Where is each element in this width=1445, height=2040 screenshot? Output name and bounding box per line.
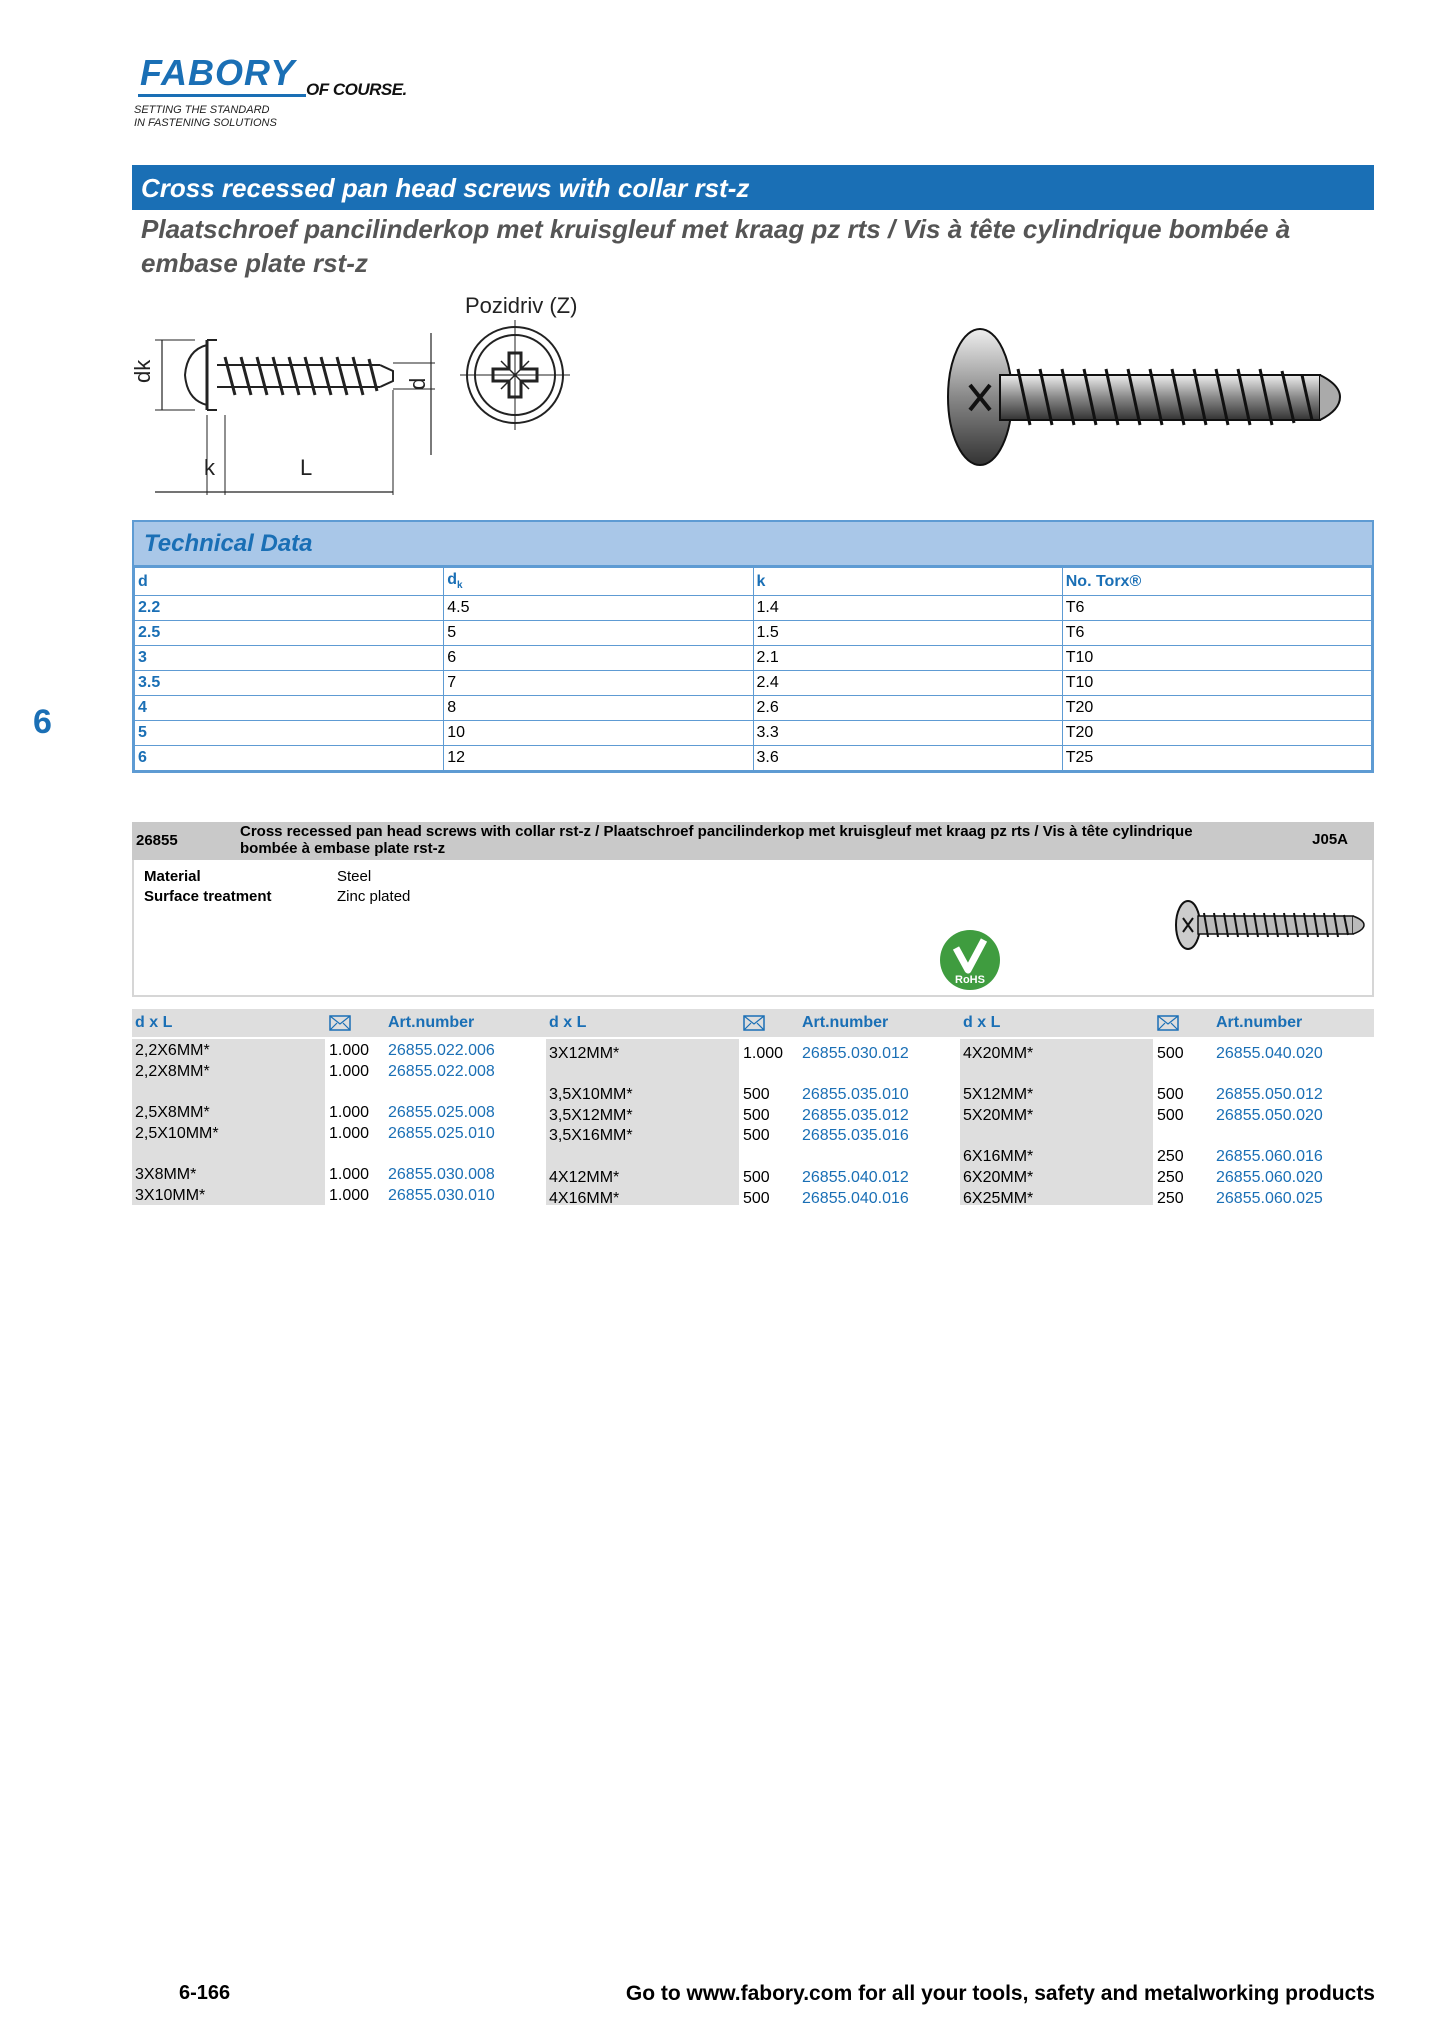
technical-data-row	[135, 721, 1372, 746]
technical-data-cell: 7	[444, 671, 753, 696]
technical-data-cell: 2.1	[753, 646, 1062, 671]
article-number-link[interactable]: 26855.050.020	[1216, 1107, 1323, 1124]
article-number-link[interactable]: 26855.022.008	[388, 1063, 495, 1080]
technical-data-cell: 6	[135, 746, 444, 771]
article-number-link[interactable]: 26855.022.006	[388, 1042, 495, 1059]
logo-tagline: OF COURSE.	[306, 80, 407, 99]
article-size: 3,5X10MM*	[549, 1086, 633, 1103]
technical-data-body	[135, 596, 1372, 771]
article-pack-qty: 1.000	[329, 1187, 370, 1204]
article-pack-qty: 1.000	[329, 1125, 370, 1142]
col-d: d	[135, 568, 444, 596]
technical-data-cell: T6	[1062, 596, 1371, 621]
article-number-link[interactable]: 26855.030.012	[802, 1045, 909, 1062]
envelope-icon	[743, 1015, 765, 1031]
technical-data-cell: 1.5	[753, 621, 1062, 646]
article-number-link[interactable]: 26855.030.010	[388, 1187, 495, 1204]
article-size: 3X12MM*	[549, 1045, 620, 1062]
article-number-link[interactable]: 26855.030.008	[388, 1166, 495, 1183]
col2-dxl-header: d x L	[549, 1014, 587, 1031]
article-pack-qty: 500	[743, 1169, 770, 1186]
technical-data-table	[132, 520, 1374, 773]
logo-subline-2: IN FASTENING SOLUTIONS	[134, 117, 277, 129]
article-pack-qty: 500	[743, 1086, 770, 1103]
article-pack-qty: 250	[1157, 1190, 1184, 1207]
article-size: 3X8MM*	[135, 1166, 197, 1183]
logo-brand: FABORY	[140, 52, 296, 93]
technical-data-cell: 4.5	[444, 596, 753, 621]
article-pack-qty: 1.000	[329, 1063, 370, 1080]
article-pack-qty: 1.000	[329, 1042, 370, 1059]
logo-underline	[138, 94, 306, 97]
envelope-icon	[329, 1015, 351, 1031]
article-number-link[interactable]: 26855.035.012	[802, 1107, 909, 1124]
technical-data-cell: 3.5	[135, 671, 444, 696]
col-dk-main: d	[447, 571, 458, 589]
technical-data-cell: 2.2	[135, 596, 444, 621]
col-dk	[444, 568, 753, 596]
article-number-link[interactable]: 26855.025.008	[388, 1104, 495, 1121]
article-pack-qty: 250	[1157, 1148, 1184, 1165]
technical-data-row	[135, 621, 1372, 646]
article-number-link[interactable]: 26855.050.012	[1216, 1086, 1323, 1103]
technical-data-cell: 12	[444, 746, 753, 771]
article-pack-qty: 1.000	[743, 1045, 784, 1062]
technical-drawing	[130, 293, 605, 510]
article-size: 3X10MM*	[135, 1187, 206, 1204]
screw-photo	[940, 325, 1350, 470]
logo-subline-1: SETTING THE STANDARD	[134, 104, 270, 116]
dim-L-label: L	[300, 455, 313, 480]
col-dk-sub: k	[457, 580, 463, 592]
technical-data-cell: 6	[444, 646, 753, 671]
article-size: 5X12MM*	[963, 1086, 1034, 1103]
article-size: 3,5X12MM*	[549, 1107, 633, 1124]
article-pack-qty: 500	[743, 1107, 770, 1124]
technical-data-cell: T20	[1062, 696, 1371, 721]
technical-data-cell: 8	[444, 696, 753, 721]
technical-data-cell: T10	[1062, 646, 1371, 671]
article-size: 2,5X8MM*	[135, 1104, 210, 1121]
article-size: 5X20MM*	[963, 1107, 1034, 1124]
article-pack-qty: 1.000	[329, 1104, 370, 1121]
technical-data-cell: 3	[135, 646, 444, 671]
article-number-link[interactable]: 26855.035.016	[802, 1127, 909, 1144]
page-number: 6-166	[179, 1982, 231, 2004]
technical-data-cell: T6	[1062, 621, 1371, 646]
rohs-label: RoHS	[955, 974, 985, 986]
logo-subline	[134, 104, 334, 130]
product-group: J05A	[1312, 831, 1348, 848]
page-title: Cross recessed pan head screws with collar rst-z	[141, 173, 750, 203]
article-size: 2,2X6MM*	[135, 1042, 210, 1059]
technical-data-cell: 4	[135, 696, 444, 721]
article-table-header	[132, 1009, 1374, 1037]
screw-thumbnail	[1172, 898, 1367, 953]
technical-data-cell: T25	[1062, 746, 1371, 771]
article-pack-qty: 500	[1157, 1045, 1184, 1062]
dim-k-label: k	[204, 455, 215, 480]
section-number: 6	[33, 703, 52, 741]
footer-link-text[interactable]: Go to www.fabory.com for all your tools, safety and metalworking products	[625, 1982, 1375, 2005]
article-pack-qty: 500	[743, 1127, 770, 1144]
article-number-link[interactable]: 26855.040.016	[802, 1190, 909, 1207]
col1-dxl-header: d x L	[135, 1014, 173, 1031]
dim-d-label: d	[405, 377, 430, 390]
product-details	[132, 860, 1374, 997]
article-number-link[interactable]: 26855.035.010	[802, 1086, 909, 1103]
product-description: Cross recessed pan head screws with collar rst-z / Plaatschroef pancilinderkop met kruisgleuf met kraag pz rts / Vis à tête cylindrique bombée à embase plate rst-z	[240, 823, 1193, 857]
technical-data-cell: 3.3	[753, 721, 1062, 746]
technical-data-cell: 2.6	[753, 696, 1062, 721]
fabory-logo[interactable]	[134, 52, 434, 132]
article-pack-qty: 1.000	[329, 1166, 370, 1183]
technical-data-row	[135, 671, 1372, 696]
technical-data-cell: 3.6	[753, 746, 1062, 771]
technical-data-cell: 10	[444, 721, 753, 746]
product-code: 26855	[136, 832, 178, 849]
technical-data-cell: 5	[135, 721, 444, 746]
article-size: 4X12MM*	[549, 1169, 620, 1186]
article-number-link[interactable]: 26855.060.016	[1216, 1148, 1323, 1165]
dim-dk-label: dk	[130, 359, 155, 383]
article-number-link[interactable]: 26855.040.020	[1216, 1045, 1323, 1062]
envelope-icon	[1157, 1015, 1179, 1031]
col-torx: No. Torx®	[1062, 568, 1371, 596]
col3-art-header: Art.number	[1216, 1014, 1303, 1031]
article-size: 3,5X16MM*	[549, 1127, 633, 1144]
page-subtitle: Plaatschroef pancilinderkop met kruisgleuf met kraag pz rts / Vis à tête cylindrique bombée à embase plate rst-z	[141, 214, 1291, 278]
technical-data-row	[135, 596, 1372, 621]
article-number-link[interactable]: 26855.060.020	[1216, 1169, 1323, 1186]
title-bar	[132, 165, 1374, 210]
article-pack-qty: 500	[743, 1190, 770, 1207]
article-pack-qty: 500	[1157, 1107, 1184, 1124]
technical-data-cell: 1.4	[753, 596, 1062, 621]
technical-data-row	[135, 746, 1372, 771]
technical-data-header-row	[135, 568, 1372, 596]
technical-data-header	[134, 522, 1372, 567]
technical-data-cell: T20	[1062, 721, 1371, 746]
article-size: 4X20MM*	[963, 1045, 1034, 1062]
surface-label: Surface treatment	[144, 888, 272, 905]
article-size: 6X20MM*	[963, 1169, 1034, 1186]
technical-data-heading: Technical Data	[144, 530, 313, 557]
technical-data-grid	[134, 567, 1372, 771]
article-size: 2,5X10MM*	[135, 1125, 219, 1142]
col1-art-header: Art.number	[388, 1014, 475, 1031]
article-size: 6X25MM*	[963, 1190, 1034, 1207]
material-label: Material	[144, 868, 201, 885]
technical-data-row	[135, 696, 1372, 721]
material-value: Steel	[337, 868, 372, 885]
technical-data-cell: T10	[1062, 671, 1371, 696]
article-number-link[interactable]: 26855.060.025	[1216, 1190, 1323, 1207]
technical-data-cell: 2.4	[753, 671, 1062, 696]
technical-data-cell: 5	[444, 621, 753, 646]
article-pack-qty: 500	[1157, 1086, 1184, 1103]
article-size: 4X16MM*	[549, 1190, 620, 1207]
article-number-link[interactable]: 26855.040.012	[802, 1169, 909, 1186]
product-header	[132, 822, 1374, 860]
rohs-badge	[938, 928, 1002, 992]
technical-data-cell: 2.5	[135, 621, 444, 646]
col2-art-header: Art.number	[802, 1014, 889, 1031]
col-k: k	[753, 568, 1062, 596]
article-pack-qty: 250	[1157, 1169, 1184, 1186]
col3-dxl-header: d x L	[963, 1014, 1001, 1031]
article-size: 2,2X8MM*	[135, 1063, 210, 1080]
article-number-link[interactable]: 26855.025.010	[388, 1125, 495, 1142]
drive-label: Pozidriv (Z)	[465, 293, 578, 318]
article-size: 6X16MM*	[963, 1148, 1034, 1165]
technical-data-row	[135, 646, 1372, 671]
surface-value: Zinc plated	[337, 888, 411, 905]
